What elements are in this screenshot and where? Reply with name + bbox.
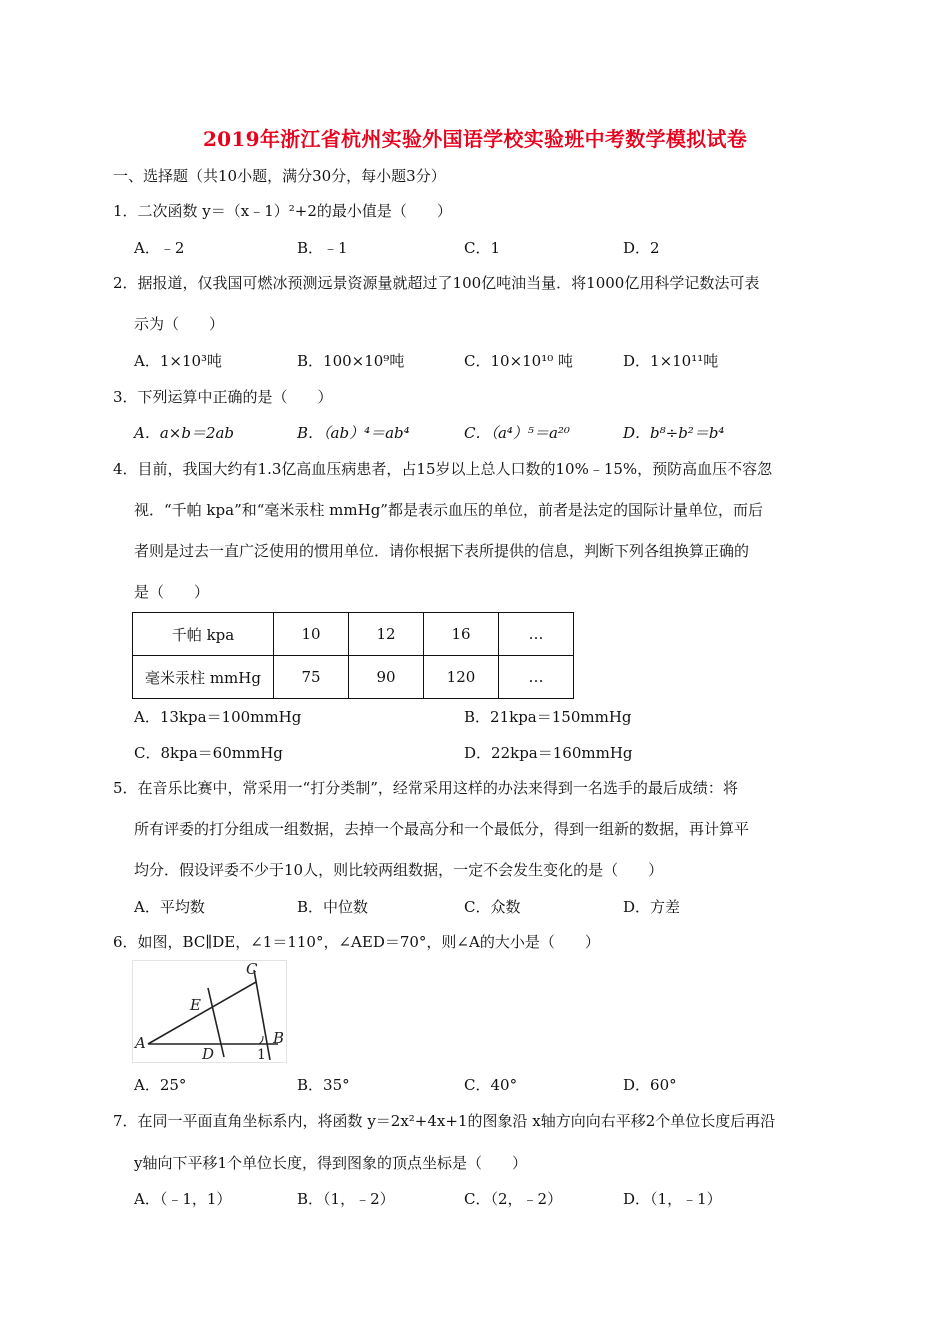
q4-option-d: D．22kpa＝160mmHg — [464, 744, 633, 762]
q2-option-c: C．10×10¹⁰ 吨 — [464, 352, 574, 370]
q4-option-b: B．21kpa＝150mmHg — [464, 708, 632, 726]
q7-option-c: C．（2，﹣2） — [464, 1190, 563, 1208]
question-5-line-1: 5．在音乐比赛中，常采用一“打分类制”，经常采用这样的办法来得到一名选手的最后成绩：将 — [113, 779, 738, 797]
q7-option-d: D．（1，﹣1） — [623, 1190, 722, 1208]
question-4-line-1: 4．目前，我国大约有1.3亿高血压病患者，占15岁以上总人口数的10%﹣15%，预防高血压不容忽 — [113, 460, 773, 478]
table-cell: 120 — [424, 656, 499, 699]
label-c: C — [246, 960, 258, 978]
label-d: D — [202, 1045, 215, 1063]
q7-option-a: A．（﹣1，1） — [134, 1190, 232, 1208]
question-2-line-1: 2．据报道，仅我国可燃冰预测远景资源量就超过了100亿吨油当量．将1000亿用科学记数法可表 — [113, 274, 760, 292]
table-row — [133, 656, 574, 699]
table-cell: 16 — [424, 613, 499, 656]
q4-option-a: A．13kpa＝100mmHg — [134, 708, 302, 726]
q2-option-d: D．1×10¹¹吨 — [623, 352, 719, 370]
question-7-line-1: 7．在同一平面直角坐标系内，将函数 y＝2x²+4x+1的图象沿 x轴方向向右平移2个单位长度后再沿 — [113, 1112, 776, 1130]
table-cell: 90 — [349, 656, 424, 699]
table-row — [133, 613, 574, 656]
question-5-line-3: 均分．假设评委不少于10人，则比较两组数据，一定不会发生变化的是（ ） — [134, 861, 664, 879]
q3-option-c: C．（a⁴）⁵＝a²⁰ — [464, 424, 570, 442]
label-b: B — [273, 1029, 285, 1047]
q6-option-c: C．40° — [464, 1076, 518, 1094]
q3-option-d: D．b⁸÷b²＝b⁴ — [623, 424, 725, 442]
q4-option-c: C．8kpa＝60mmHg — [134, 744, 283, 762]
q5-option-c: C．众数 — [464, 898, 521, 916]
q5-option-b: B．中位数 — [297, 898, 369, 916]
q2-option-b: B．100×10⁹吨 — [297, 352, 405, 370]
label-angle-1: 1 — [257, 1047, 266, 1063]
q5-option-d: D．方差 — [623, 898, 681, 916]
q6-option-d: D．60° — [623, 1076, 677, 1094]
question-7-line-2: y轴向下平移1个单位长度，得到图象的顶点坐标是（ ） — [134, 1154, 528, 1172]
table-cell: … — [499, 613, 574, 656]
label-e: E — [190, 996, 201, 1014]
q3-option-b: B．（ab）⁴＝ab⁴ — [297, 424, 410, 442]
table-cell: 12 — [349, 613, 424, 656]
q1-option-d: D．2 — [623, 239, 660, 257]
conversion-table — [132, 612, 574, 699]
question-1: 1．二次函数 y＝（x﹣1）²+2的最小值是（ ） — [113, 202, 452, 220]
q1-option-b: B．﹣1 — [297, 239, 348, 257]
table-cell: 75 — [274, 656, 349, 699]
q7-option-b: B．（1，﹣2） — [297, 1190, 395, 1208]
q2-option-a: A．1×10³吨 — [134, 352, 223, 370]
page-title: 2019年浙江省杭州实验外国语学校实验班中考数学模拟试卷 — [202, 127, 748, 151]
section-heading: 一、选择题（共10小题，满分30分，每小题3分） — [113, 167, 446, 185]
geometry-figure — [132, 960, 288, 1064]
question-4-line-4: 是（ ） — [134, 583, 210, 601]
label-a: A — [135, 1034, 146, 1052]
question-4-line-3: 者则是过去一直广泛使用的惯用单位．请你根据下表所提供的信息，判断下列各组换算正确的 — [134, 542, 750, 560]
q3-option-a: A．a×b＝2ab — [134, 424, 235, 442]
question-3: 3．下列运算中正确的是（ ） — [113, 388, 333, 406]
table-cell: 千帕 kpa — [133, 613, 274, 656]
q1-option-a: A．﹣2 — [134, 239, 185, 257]
table-cell: … — [499, 656, 574, 699]
question-4-line-2: 视．“千帕 kpa”和“毫米汞柱 mmHg”都是表示血压的单位，前者是法定的国际计量单位，而后 — [134, 501, 763, 519]
question-6: 6．如图，BC∥DE，∠1＝110°，∠AED＝70°，则∠A的大小是（ ） — [113, 933, 600, 951]
table-cell: 10 — [274, 613, 349, 656]
question-2-line-2: 示为（ ） — [134, 315, 225, 333]
q6-option-a: A．25° — [134, 1076, 187, 1094]
q6-option-b: B．35° — [297, 1076, 350, 1094]
question-5-line-2: 所有评委的打分组成一组数据，去掉一个最高分和一个最低分，得到一组新的数据，再计算平 — [134, 820, 750, 838]
q1-option-c: C．1 — [464, 239, 501, 257]
q5-option-a: A．平均数 — [134, 898, 205, 916]
table-cell: 毫米汞柱 mmHg — [133, 656, 274, 699]
